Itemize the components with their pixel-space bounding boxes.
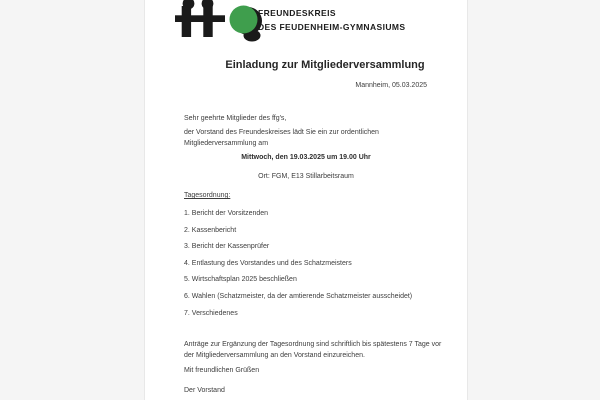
intro-paragraph [184,128,379,149]
meeting-location: Ort: FGM, E13 Stillarbeitsraum [258,173,354,180]
note-line: Anträge zur Ergänzung der Tagesordnung sind schriftlich bis spätestens 7 Tage vor [184,341,442,348]
closing: Mit freundlichen Grüßen [184,367,260,374]
intro-line: der Vorstand des Freundeskreises lädt Sie ein zur ordentlichen [184,129,379,136]
ffg-logo-icon [175,0,267,44]
meeting-datetime: Mittwoch, den 19.03.2025 um 19.00 Uhr [241,154,371,161]
letter-page [144,0,468,400]
agenda-list [184,210,412,326]
greeting: Sehr geehrte Mitglieder des ffg's, [184,115,287,122]
agenda-item: 1. Bericht der Vorsitzenden [184,210,269,217]
note-line: der Mitgliederversammlung an den Vorstand einzureichen. [184,352,365,359]
org-name-line2: DES FEUDENHEIM-GYMNASIUMS [258,21,406,32]
intro-line: Mitgliederversammlung am [184,139,269,147]
agenda-item: 6. Wahlen (Schatzmeister, da der amtierende Schatzmeister ausscheidet) [184,292,413,300]
dateline: Mannheim, 05.03.2025 [355,82,427,89]
agenda-item: 7. Verschiedenes [184,309,238,317]
agenda-item: 3. Bericht der Kassenprüfer [184,243,270,251]
org-name-line1: FREUNDESKREIS [258,8,336,18]
agenda-item: 2. Kassenbericht [184,226,237,234]
agenda-item: 5. Wirtschaftsplan 2025 beschließen [184,276,297,284]
agenda-item: 4. Entlastung des Vorstandes und des Schatzmeisters [184,259,352,267]
agenda-heading: Tagesordnung: [184,192,231,199]
note-paragraph [184,339,441,361]
org-name [258,7,405,34]
letter-title: Einladung zur Mitgliederversammlung [225,59,425,71]
signature: Der Vorstand [184,387,225,394]
